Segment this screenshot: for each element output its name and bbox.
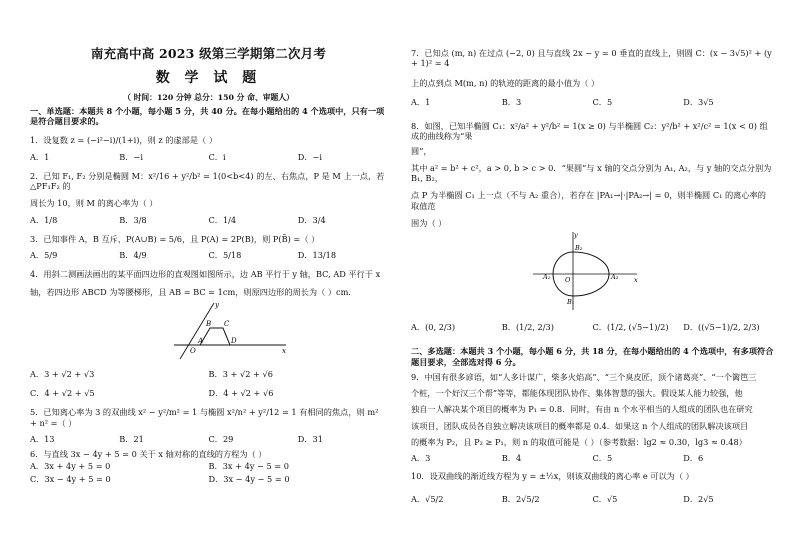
fig4-label-o: O [190, 346, 196, 355]
question-2 [30, 171, 387, 225]
y-axis-line [180, 303, 214, 359]
question-4-stem-line2: 轴，若四边形 ABCD 为等腰梯形，且 AB = BC = 1cm，则原四边形的周长为（ ）cm． [30, 286, 357, 297]
question-8 [411, 121, 774, 332]
oblique-trapezoid-diagram [170, 299, 290, 365]
fig8-label-y: y [574, 231, 578, 239]
q6-option-a[interactable]: A．3x + 4y + 5 = 0 [30, 461, 111, 472]
exam-subject: 数 学 试 题 [155, 69, 262, 86]
q10-option-a[interactable]: A．√5/2 [411, 493, 444, 504]
q10-option-c[interactable]: C．√5 [592, 493, 618, 504]
q3-option-d[interactable]: D．13/18 [297, 250, 337, 261]
q1-option-b[interactable]: B．−i [119, 151, 143, 162]
q1-option-a[interactable]: A．1 [30, 151, 50, 162]
question-4-figure [30, 299, 387, 365]
question-9-line1: 9．中国有很多谚语，如“人多计谋广，柴多火焰高”、“三个臭皮匠，顶个诸葛亮”、“一个篱笆三 [411, 371, 757, 382]
q3-option-c[interactable]: C．5/18 [208, 250, 242, 261]
q5-option-a[interactable]: A．13 [30, 433, 55, 444]
question-9-line4: 该项目，团队成员各自独立解决该项目的概率都是 0.4．如果这 n 个人组成的团队解决该项目 [411, 420, 749, 431]
question-8-figure [411, 230, 774, 312]
section-single-choice-heading: 一、单选题：本题共 8 个小题，每小题 5 分，共 40 分。在每小题给出的 4 个选项中，只有一项是符合题目要求的。 [30, 105, 385, 127]
q5-option-b[interactable]: B．21 [119, 433, 144, 444]
question-2-options [30, 215, 387, 225]
question-8-stem-line5: 围为（ ） [411, 217, 447, 228]
question-8-stem-line2: 圆”， [411, 145, 432, 156]
q8-option-d[interactable]: D．((√5−1)/2, 2/3) [683, 322, 760, 332]
question-1 [30, 135, 387, 162]
fig4-label-x: x [282, 346, 286, 355]
q7-option-a[interactable]: A．1 [411, 96, 431, 107]
question-3-options [30, 250, 387, 260]
question-4-options-row1 [30, 369, 387, 379]
question-6-options-row2 [30, 474, 387, 484]
question-8-stem-line3: 其中 a² = b² + c²，a > 0, b > c > 0．“果圆”与 x 轴的交点分别为 A₁, A₂，与 y 轴的交点分别为 B₁, B₂， [411, 162, 772, 183]
question-8-stem-line4: 点 P 为半椭圆 C₁ 上一点（不与 A₂ 重合），若存在 |PA₁→|·|PA₂→| = 0，则半椭圆 C₁ 的离心率的取值范 [411, 190, 766, 211]
fig4-label-c: C [224, 319, 230, 328]
fig4-label-a: A [198, 336, 204, 345]
q6-option-c[interactable]: C．3x − 4y + 5 = 0 [30, 473, 111, 484]
question-10-options [411, 494, 774, 504]
question-6-options-row1 [30, 461, 387, 471]
question-9 [411, 372, 774, 464]
fig8-label-a2: A₂ [611, 273, 619, 281]
q2-option-b[interactable]: B．3/8 [119, 214, 147, 225]
q4-option-b[interactable]: B．3 + √2 + √6 [208, 368, 273, 379]
question-10 [411, 471, 774, 504]
q4-option-d[interactable]: D．4 + √2 + √6 [208, 388, 274, 399]
fruit-ellipse-diagram [531, 230, 641, 312]
q9-option-a[interactable]: A．3 [411, 453, 431, 463]
fig4-label-y: y [215, 300, 219, 309]
question-3 [30, 234, 387, 261]
question-9-options [411, 453, 774, 463]
q10-option-b[interactable]: B．2√5/2 [501, 493, 540, 504]
question-9-line2: 个桩，一个好汉三个帮”等等，都能体现团队协作、集体智慧的强大。假设某人能力较强，他 [411, 388, 743, 398]
q1-option-c[interactable]: C．i [208, 151, 226, 162]
q8-option-a[interactable]: A．(0, 2/3) [411, 322, 456, 332]
question-7 [411, 48, 774, 107]
q3-option-a[interactable]: A．5/9 [30, 250, 58, 261]
q7-option-b[interactable]: B．3 [501, 96, 522, 107]
q10-option-d[interactable]: D．2√5 [683, 493, 714, 504]
q4-option-c[interactable]: C．4 + √2 + √5 [30, 388, 95, 399]
question-1-options [30, 152, 387, 162]
question-5 [30, 407, 387, 444]
fig8-label-x: x [634, 276, 638, 284]
question-4-options-row2 [30, 388, 387, 398]
question-4 [30, 269, 387, 398]
question-8-options [411, 322, 774, 332]
q8-option-c[interactable]: C．(1/2, (√5−1)/2) [592, 322, 669, 332]
fig8-label-a1: A₁ [543, 273, 551, 281]
q4-option-a[interactable]: A．3 + √2 + √3 [30, 368, 95, 379]
q9-option-b[interactable]: B．4 [501, 453, 522, 463]
question-2-stem-line2: 周长为 10，则 M 的离心率为（ ） [30, 198, 158, 209]
q3-option-b[interactable]: B．4/9 [119, 250, 147, 261]
q6-option-d[interactable]: D．3x − 4y − 5 = 0 [208, 473, 290, 484]
question-7-stem-line2: 上的点到点 M(m, n) 的轨迹的距离的最小值为（ ） [411, 77, 600, 88]
q2-option-d[interactable]: D．3/4 [297, 214, 326, 225]
question-4-stem-line1: 4．用斜二测画法画出的某平面四边形的直观图如图所示，边 AB 平行于 y 轴，BC, AD 平行于 x [30, 269, 381, 280]
question-6-stem: 6．与直线 3x − 4y + 5 = 0 关于 x 轴对称的直线的方程为（ ） [30, 449, 267, 460]
section-multi-choice-heading: 二、多选题：本题共 3 个小题，每小题 6 分，共 18 分，在每小题给出的 4 个选项中，有多项符合题目要求，全部选对得 6 分。 [411, 346, 774, 367]
q2-option-c[interactable]: C．1/4 [208, 214, 237, 225]
fig4-label-b: B [206, 319, 212, 328]
question-8-stem-line1: 8．如图，已知半椭圆 C₁：x²/a² + y²/b² = 1(x ≥ 0) 与半椭圆 C₂：y²/b² + x²/c² = 1(x < 0) 组成的曲线称为“果 [411, 121, 768, 142]
q9-option-c[interactable]: C．5 [592, 453, 613, 463]
fig8-label-b1: B₁ [567, 298, 575, 306]
question-10-stem: 10．设双曲线的渐近线方程为 y = ±½x，则该双曲线的离心率 e 可以为（ ） [411, 471, 694, 482]
question-6 [30, 449, 387, 484]
question-9-line3: 独自一人解决某个项目的概率为 P₁ = 0.8．同时，有由 n 个水平相当的人组成的团队也在研究 [411, 404, 753, 415]
question-7-stem-line1: 7．已知点 (m, n) 在过点 (−2, 0) 且与直线 2x − y = 0 垂直的直线上，则圆 C：(x − 3√5)² + (y + 1)² = 4 [411, 48, 772, 69]
question-3-stem: 3．已知事件 A，B 互斥，P(A∪B) = 5/6，且 P(A) = 2P(B)，则 P(B̄) =（ ） [30, 233, 320, 244]
question-9-line5: 的概率为 P₂，且 P₂ ≥ P₁，则 n 的取值可能是（ ）（参考数据：lg2 ≈ 0.30，lg3 ≈ 0.48） [411, 436, 747, 447]
q2-option-a[interactable]: A．1/8 [30, 214, 58, 225]
fig8-label-b2: B₂ [575, 244, 583, 252]
q7-option-c[interactable]: C．5 [592, 96, 613, 107]
q8-option-b[interactable]: B．(1/2, 2/3) [501, 322, 554, 332]
q9-option-d[interactable]: D．6 [683, 453, 704, 463]
q7-option-d[interactable]: D．3√5 [683, 96, 714, 107]
q5-option-c[interactable]: C．29 [208, 433, 234, 444]
question-1-stem: 1．设复数 z = (−i²−i)/(1+i)，则 z 的虚部是（ ） [30, 135, 218, 146]
trapezoid-abcd [200, 328, 230, 345]
exam-title: 南充高中高 2023 级第三学期第二次月考 [90, 46, 327, 61]
question-7-options [411, 97, 774, 107]
q6-option-b[interactable]: B．3x + 4y − 5 = 0 [208, 461, 289, 472]
right-column [397, 0, 794, 560]
q5-option-d[interactable]: D．31 [297, 433, 323, 444]
q1-option-d[interactable]: D．−i [297, 151, 322, 162]
fig4-label-d: D [231, 336, 237, 345]
exam-info: （ 时间：120 分钟 总分：150 分 命、审题人） [123, 93, 294, 103]
question-5-stem: 5．已知离心率为 3 的双曲线 x² − y²/m² = 1 与椭圆 x²/n² + y²/12 = 1 有相同的焦点，则 m² + n² =（ ） [30, 407, 379, 428]
question-2-stem-line1: 2．已知 F₁, F₂ 分别是椭圆 M：x²/16 + y²/b² = 1(0<b<4) 的左、右焦点，P 是 M 上一点，若 △PF₁F₂ 的 [30, 170, 385, 192]
fig8-label-o: O [565, 276, 571, 284]
question-5-options [30, 434, 387, 444]
